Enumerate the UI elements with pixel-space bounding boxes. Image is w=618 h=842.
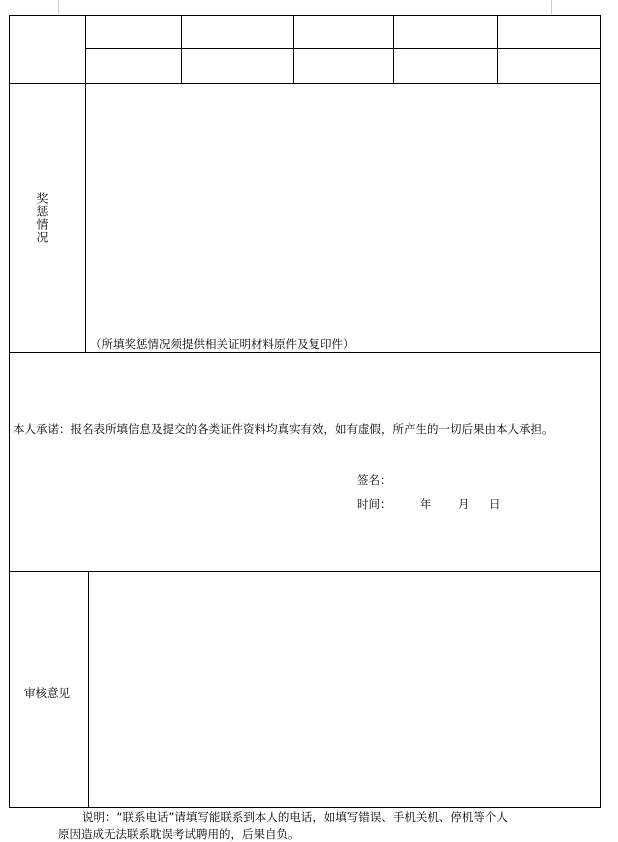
- margin-guide-right: [551, 0, 552, 14]
- header-col-divider-4: [497, 15, 498, 83]
- header-col-divider-3: [393, 15, 394, 83]
- day-label: 日: [489, 497, 501, 511]
- table-border-bottom: [9, 807, 601, 808]
- awards-label: 奖惩情况: [35, 192, 49, 244]
- footer-note-line2: 原因造成无法联系耽误考试聘用的，后果自负。: [58, 827, 300, 841]
- time-label: 时间：: [357, 497, 392, 511]
- footer-note-line1: 说明：“联系电话”请填写能联系到本人的电话，如填写错误、手机关机、停机等个人: [82, 810, 508, 824]
- month-label: 月: [458, 497, 470, 511]
- commitment-statement: 本人承诺：报名表所填信息及提交的各类证件资料均真实有效，如有虚假，所产生的一切后果由本人承担。: [13, 422, 554, 436]
- table-border-right: [600, 15, 601, 808]
- signature-label: 签名：: [357, 473, 392, 487]
- signature-field[interactable]: [394, 471, 544, 487]
- commitment-section: [10, 353, 600, 571]
- review-section: [10, 572, 600, 807]
- awards-content-area[interactable]: [86, 84, 600, 336]
- year-label: 年: [420, 497, 432, 511]
- margin-guide-left: [58, 0, 59, 14]
- header-col-divider-1: [181, 15, 182, 83]
- review-label: 审核意见: [24, 686, 70, 700]
- review-content-area[interactable]: [89, 572, 600, 807]
- header-grid-middle-line: [85, 48, 600, 49]
- table-border-top: [9, 15, 601, 16]
- header-col-divider-2: [293, 15, 294, 83]
- awards-note: （所填奖惩情况须提供相关证明材料原件及复印件）: [90, 337, 355, 351]
- awards-section: [10, 84, 600, 352]
